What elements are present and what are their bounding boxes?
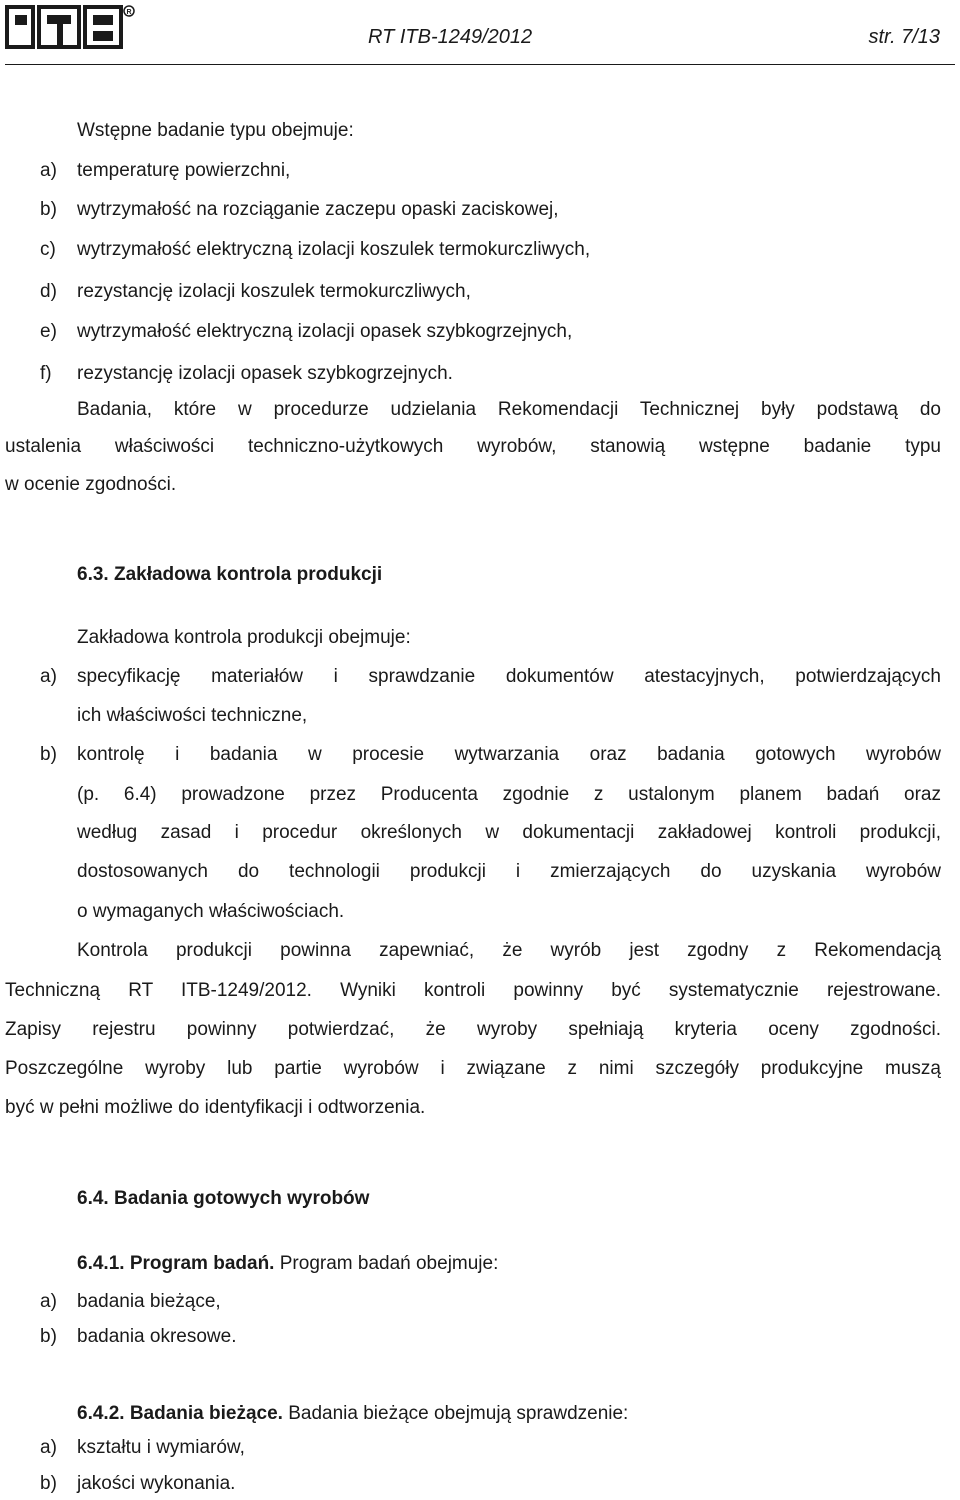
intro-item-d	[40, 282, 471, 302]
list-marker: f)	[40, 363, 52, 384]
s63-item-b-line: o wymaganych właściwościach.	[77, 901, 345, 922]
header-page-number: str. 7/13	[868, 26, 940, 48]
s63-item-b-line: dostosowanych do technologii produkcji i zmierzających do uzyskania wyrobów	[77, 861, 941, 882]
list-item-text: badania okresowe.	[77, 1326, 237, 1347]
subsection-heading-6-4-2: 6.4.2. Badania bieżące.	[77, 1403, 283, 1424]
s63-paragraph-line: Techniczną RT ITB-1249/2012. Wyniki kontroli powinny być systematycznie rejestrowane.	[5, 980, 941, 1001]
s63-paragraph-line: Poszczególne wyroby lub partie wyrobów i związane z nimi szczegóły produkcyjne muszą	[5, 1058, 941, 1079]
list-item-text: wytrzymałość na rozciąganie zaczepu opaski zaciskowej,	[77, 199, 559, 220]
intro-item-e	[40, 322, 572, 342]
list-item-text: rezystancję izolacji opasek szybkogrzejnych.	[77, 363, 453, 384]
s63-paragraph-line: być w pełni możliwe do identyfikacji i odtworzenia.	[5, 1097, 426, 1118]
subsection-6-4-1-text: Program badań obejmuje:	[274, 1253, 499, 1274]
s641-item-a	[40, 1292, 221, 1312]
list-item-text: wytrzymałość elektryczną izolacji koszulek termokurczliwych,	[77, 239, 591, 260]
subsection-6-4-1	[77, 1254, 498, 1274]
s63-item-b-line: (p. 6.4) prowadzone przez Producenta zgodnie z ustalonym planem badań oraz	[77, 784, 941, 805]
list-item-text: kształtu i wymiarów,	[77, 1437, 245, 1458]
subsection-6-4-2-text: Badania bieżące obejmują sprawdzenie:	[282, 1403, 629, 1424]
itb-logo-icon	[5, 3, 135, 51]
header-document-ref: RT ITB-1249/2012	[368, 26, 533, 48]
section-6-3-lead: Zakładowa kontrola produkcji obejmuje:	[77, 627, 411, 648]
subsection-heading-6-4-1: 6.4.1. Program badań.	[77, 1253, 275, 1274]
list-marker: b)	[40, 1326, 57, 1347]
header-rule	[5, 64, 955, 65]
list-item-text: wytrzymałość elektryczną izolacji opasek szybkogrzejnych,	[77, 321, 573, 342]
intro-paragraph-line: w ocenie zgodności.	[5, 474, 177, 495]
intro-paragraph-line: ustalenia właściwości techniczno-użytkowych wyrobów, stanowią wstępne badanie typu	[5, 436, 941, 457]
s642-item-b	[40, 1474, 235, 1494]
list-item-text: rezystancję izolacji koszulek termokurczliwych,	[77, 281, 471, 302]
list-item-text: badania bieżące,	[77, 1291, 221, 1312]
list-marker: a)	[40, 1437, 57, 1458]
list-item-text: jakości wykonania.	[77, 1473, 236, 1494]
list-marker: e)	[40, 321, 57, 342]
section-heading-6-4: 6.4. Badania gotowych wyrobów	[77, 1188, 370, 1209]
s63-paragraph-line: Kontrola produkcji powinna zapewniać, że wyrób jest zgodny z Rekomendacją	[77, 940, 941, 961]
svg-text:R: R	[126, 9, 132, 16]
page-header	[0, 0, 960, 66]
intro-item-f	[40, 364, 453, 384]
section-heading-6-3: 6.3. Zakładowa kontrola produkcji	[77, 564, 383, 585]
s63-paragraph-line: Zapisy rejestru powinny potwierdzać, że wyroby spełniają kryteria oceny zgodności.	[5, 1019, 941, 1040]
list-marker: c)	[40, 239, 56, 260]
s63-item-b-line: kontrolę i badania w procesie wytwarzania oraz badania gotowych wyrobów	[77, 744, 941, 765]
intro-lead: Wstępne badanie typu obejmuje:	[77, 120, 354, 141]
s63-item-b-line: według zasad i procedur określonych w dokumentacji zakładowej kontroli produkcji,	[77, 822, 941, 843]
s63-item-a-line: specyfikację materiałów i sprawdzanie dokumentów atestacyjnych, potwierdzających	[77, 666, 941, 687]
intro-paragraph-line: Badania, które w procedurze udzielania Rekomendacji Technicznej były podstawą do	[77, 399, 941, 420]
s63-item-a-marker: a)	[40, 666, 57, 687]
list-marker: b)	[40, 199, 57, 220]
s63-item-a-line: ich właściwości techniczne,	[77, 705, 308, 726]
list-marker: a)	[40, 1291, 57, 1312]
s642-item-a	[40, 1438, 245, 1458]
intro-item-b	[40, 200, 559, 220]
list-marker: a)	[40, 160, 57, 181]
intro-item-a	[40, 161, 290, 181]
subsection-6-4-2	[77, 1404, 628, 1424]
list-marker: d)	[40, 281, 57, 302]
s641-item-b	[40, 1327, 237, 1347]
list-item-text: temperaturę powierzchni,	[77, 160, 291, 181]
list-marker: b)	[40, 1473, 57, 1494]
s63-item-b-marker: b)	[40, 744, 57, 765]
intro-item-c	[40, 240, 590, 260]
